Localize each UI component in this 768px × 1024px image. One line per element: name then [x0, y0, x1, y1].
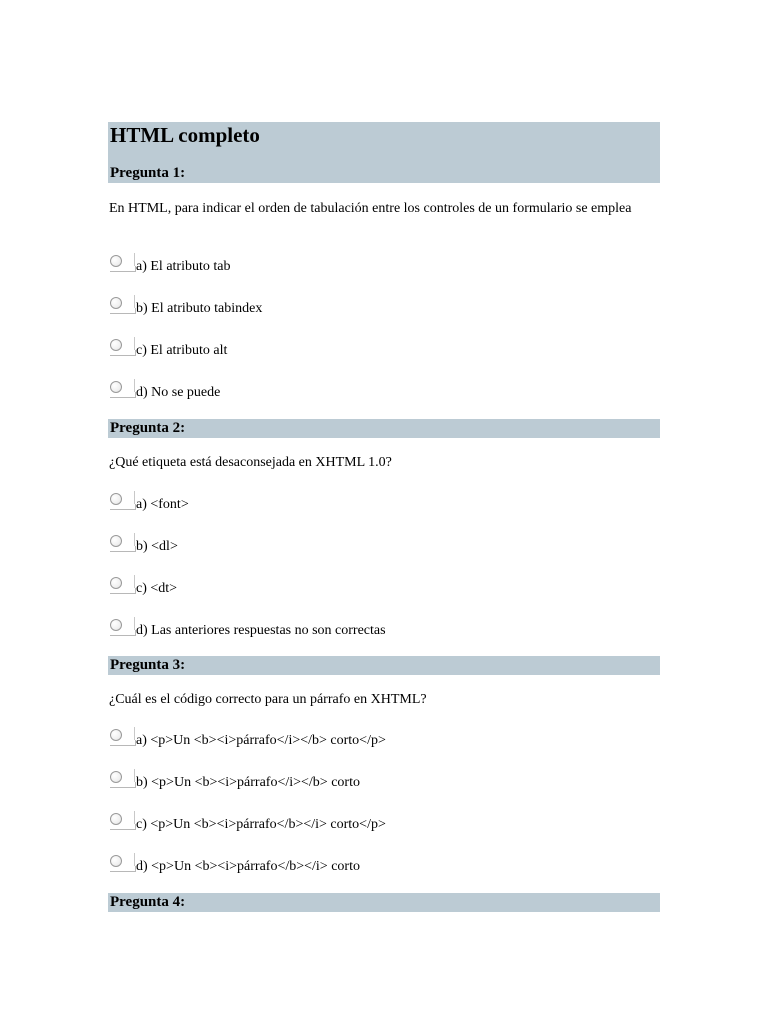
- option-label: c) El atributo alt: [136, 343, 228, 358]
- option-label: a) <font>: [136, 497, 189, 512]
- radio-frame-divider: [134, 533, 135, 546]
- radio-frame-divider: [134, 727, 135, 740]
- option-label: a) <p>Un <b><i>párrafo</i></b> corto</p>: [136, 733, 386, 748]
- question-1-text: En HTML, para indicar el orden de tabulación entre los controles de un formulario se emplea: [109, 201, 632, 216]
- radio-frame-divider: [134, 295, 135, 308]
- radio-frame-divider: [134, 769, 135, 782]
- radio-frame-divider: [134, 617, 135, 630]
- radio-frame: [110, 266, 136, 272]
- question-2-option-d[interactable]: [110, 619, 610, 639]
- question-3-option-d[interactable]: [110, 855, 610, 875]
- question-3-option-c[interactable]: [110, 813, 610, 833]
- radio-frame: [110, 866, 136, 872]
- radio-frame-divider: [134, 379, 135, 392]
- question-2-header-bar: [108, 419, 660, 438]
- question-2-text: ¿Qué etiqueta está desaconsejada en XHTML 1.0?: [109, 455, 392, 470]
- page-title: HTML completo: [110, 123, 260, 147]
- question-3-option-a[interactable]: [110, 729, 610, 749]
- radio-frame-divider: [134, 253, 135, 266]
- question-1-option-d[interactable]: [110, 381, 610, 401]
- radio-frame: [110, 392, 136, 398]
- question-1-option-c[interactable]: [110, 339, 610, 359]
- question-1-option-b[interactable]: [110, 297, 610, 317]
- option-label: a) El atributo tab: [136, 259, 231, 274]
- radio-frame: [110, 740, 136, 746]
- radio-frame-divider: [134, 811, 135, 824]
- option-label: b) <dl>: [136, 539, 178, 554]
- radio-frame: [110, 630, 136, 636]
- question-2-label: Pregunta 2:: [110, 420, 186, 436]
- radio-frame: [110, 588, 136, 594]
- question-3-header-bar: [108, 656, 660, 675]
- option-label: c) <dt>: [136, 581, 178, 596]
- radio-frame: [110, 782, 136, 788]
- question-4-label: Pregunta 4:: [110, 894, 186, 910]
- radio-frame: [110, 504, 136, 510]
- radio-frame: [110, 350, 136, 356]
- question-1-option-a[interactable]: [110, 255, 610, 275]
- question-3-label: Pregunta 3:: [110, 657, 186, 673]
- question-3-option-b[interactable]: [110, 771, 610, 791]
- radio-frame-divider: [134, 337, 135, 350]
- option-label: d) No se puede: [136, 385, 221, 400]
- question-1-label: Pregunta 1:: [110, 165, 186, 181]
- radio-frame: [110, 546, 136, 552]
- radio-frame-divider: [134, 575, 135, 588]
- question-2-option-b[interactable]: [110, 535, 610, 555]
- radio-frame-divider: [134, 853, 135, 866]
- option-label: b) El atributo tabindex: [136, 301, 263, 316]
- radio-frame-divider: [134, 491, 135, 504]
- option-label: d) Las anteriores respuestas no son correctas: [136, 623, 386, 638]
- question-2-option-a[interactable]: [110, 493, 610, 513]
- option-label: b) <p>Un <b><i>párrafo</i></b> corto: [136, 775, 360, 790]
- title-header-bar: [108, 122, 660, 183]
- question-3-text: ¿Cuál es el código correcto para un párrafo en XHTML?: [109, 692, 427, 707]
- radio-frame: [110, 308, 136, 314]
- question-2-option-c[interactable]: [110, 577, 610, 597]
- option-label: c) <p>Un <b><i>párrafo</b></i> corto</p>: [136, 817, 386, 832]
- option-label: d) <p>Un <b><i>párrafo</b></i> corto: [136, 859, 360, 874]
- question-4-header-bar: [108, 893, 660, 912]
- radio-frame: [110, 824, 136, 830]
